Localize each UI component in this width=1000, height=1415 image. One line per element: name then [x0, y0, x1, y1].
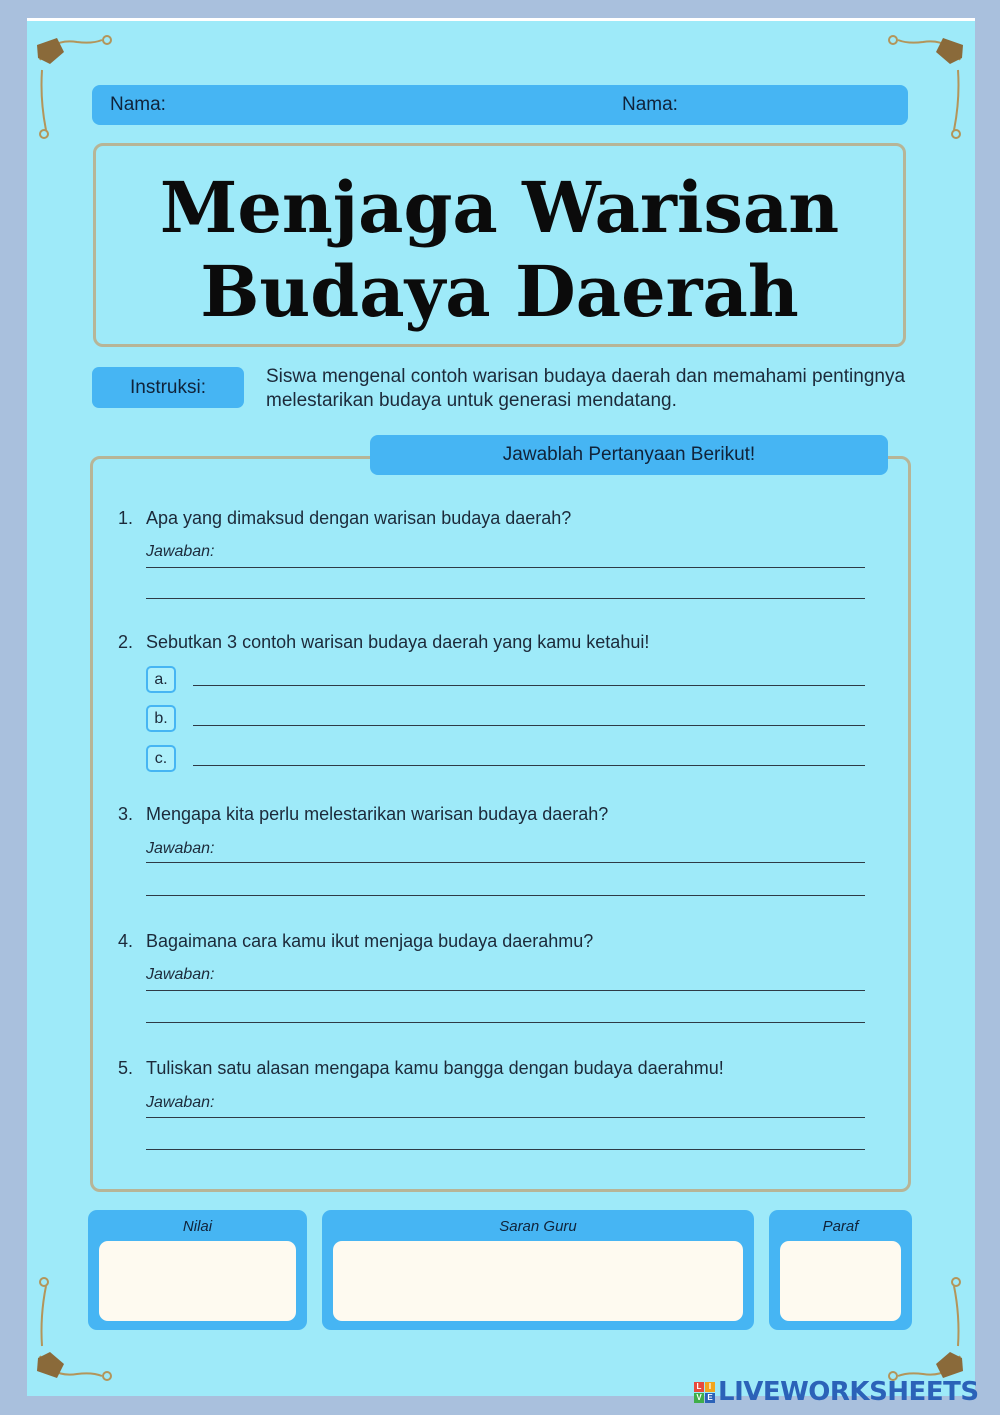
instruction-text-line-1: Siswa mengenal contoh warisan budaya daerah dan memahami pentingnya — [266, 366, 906, 387]
title-frame — [93, 143, 906, 347]
answer-line[interactable] — [146, 1022, 865, 1023]
question-2 — [118, 632, 649, 653]
liveworksheets-logo-text: LIVEWORKSHEETS — [718, 1377, 979, 1407]
question-3 — [118, 804, 608, 825]
answer-label: Jawaban: — [146, 543, 215, 560]
answer-line[interactable] — [146, 1117, 865, 1118]
liveworksheets-logo[interactable] — [694, 1377, 979, 1407]
name-bar — [92, 85, 908, 125]
logo-mark-letter: E — [705, 1393, 715, 1403]
answer-line[interactable] — [146, 895, 865, 896]
question-number: 1. — [118, 508, 134, 528]
answer-line-a[interactable] — [193, 685, 865, 686]
nilai-box — [88, 1210, 307, 1330]
answer-line[interactable] — [146, 990, 865, 991]
logo-mark-letter: I — [705, 1382, 715, 1392]
paraf-box — [769, 1210, 912, 1330]
question-text: Sebutkan 3 contoh warisan budaya daerah yang kamu ketahui! — [146, 632, 650, 652]
answer-label: Jawaban: — [146, 966, 215, 983]
option-a-label: a. — [146, 666, 176, 693]
question-5 — [118, 1058, 724, 1079]
name-label-right: Nama: — [622, 94, 678, 115]
title-line-2: Budaya Daerah — [200, 250, 799, 333]
question-number: 3. — [118, 804, 134, 824]
answer-line[interactable] — [146, 567, 865, 568]
option-c-label: c. — [146, 745, 176, 772]
instruction-text — [266, 365, 926, 413]
question-text: Mengapa kita perlu melestarikan warisan budaya daerah? — [146, 804, 609, 824]
answer-line[interactable] — [146, 598, 865, 599]
question-4 — [118, 931, 593, 952]
question-text: Tuliskan satu alasan mengapa kamu bangga dengan budaya daerahmu! — [146, 1058, 724, 1078]
questions-header: Jawablah Pertanyaan Berikut! — [370, 435, 888, 475]
saran-guru-field[interactable] — [333, 1241, 743, 1321]
title-line-1: Menjaga Warisan — [159, 166, 840, 249]
question-number: 2. — [118, 632, 134, 652]
answer-label: Jawaban: — [146, 840, 215, 857]
saran-guru-box — [322, 1210, 754, 1330]
liveworksheets-logo-mark — [694, 1382, 715, 1403]
name-label-left: Nama: — [110, 94, 166, 115]
saran-guru-label: Saran Guru — [499, 1218, 577, 1235]
option-b-label: b. — [146, 705, 176, 732]
instruction-label: Instruksi: — [92, 367, 244, 408]
logo-mark-letter: L — [694, 1382, 704, 1392]
logo-mark-letter: V — [694, 1393, 704, 1403]
question-text: Bagaimana cara kamu ikut menjaga budaya daerahmu? — [146, 931, 594, 951]
page-title — [96, 166, 903, 334]
paraf-label: Paraf — [822, 1218, 859, 1235]
question-number: 5. — [118, 1058, 134, 1078]
paraf-field[interactable] — [780, 1241, 901, 1321]
answer-label: Jawaban: — [146, 1094, 215, 1111]
nilai-field[interactable] — [99, 1241, 296, 1321]
nilai-label: Nilai — [182, 1218, 213, 1235]
answer-line[interactable] — [146, 862, 865, 863]
answer-line[interactable] — [146, 1149, 865, 1150]
question-text: Apa yang dimaksud dengan warisan budaya daerah? — [146, 508, 572, 528]
instruction-text-line-2: melestarikan budaya untuk generasi mendatang. — [266, 390, 677, 411]
answer-line-c[interactable] — [193, 765, 865, 766]
answer-line-b[interactable] — [193, 725, 865, 726]
question-number: 4. — [118, 931, 134, 951]
question-1 — [118, 508, 571, 529]
